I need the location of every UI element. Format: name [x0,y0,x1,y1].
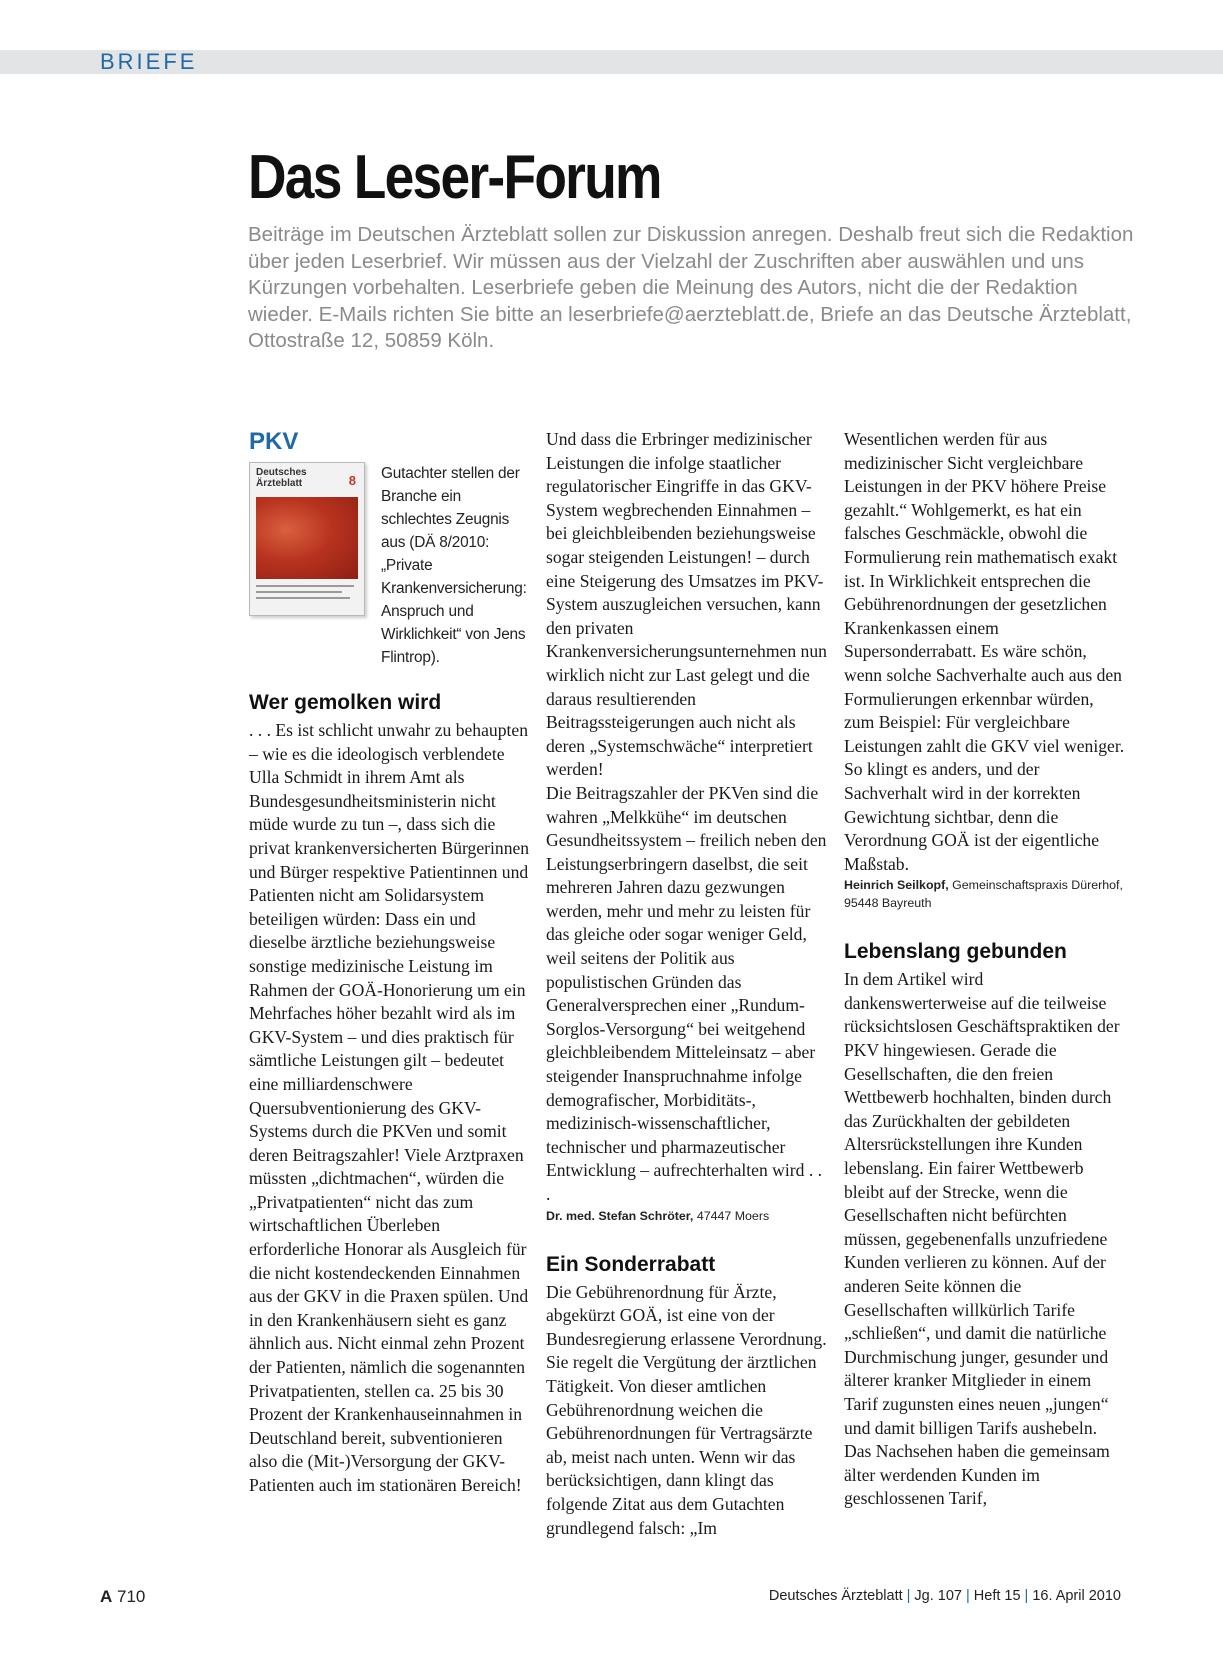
cover-artwork [256,497,358,579]
author-place: 47447 Moers [696,1208,770,1223]
magazine-cover-image [249,462,365,616]
letter-signature [546,1207,828,1225]
letter-signature [844,876,1126,912]
column-2 [546,428,828,1540]
section-label: BRIEFE [100,49,198,74]
author-place: Gemeinschaftspraxis Dürerhof, 95448 Bayreuth [844,878,1123,911]
journal-footer: Deutsches Ärzteblatt | Jg. 107 | Heft 15 | 16. April 2010 [768,1588,1121,1604]
page-prefix: A [100,1587,113,1606]
page-number [100,1587,145,1607]
journal-date: 16. April 2010 [1032,1588,1121,1604]
cover-issue-number: 8 [348,473,356,488]
letter-body: . . . Es ist schlicht unwahr zu behaupten – wie es die ideologisch verblendete Ulla Schmidt in ihrem Amt als Bundesgesundheitsministerin nicht müde wurde zu tun –, dass sich die privat krankenversicherten Bürgerinnen und Bürger respektive Patientinnen und Patienten nicht am Solidarsystem beteiligen würden: Dass ein und dieselbe ärztliche beziehungsweise sonstige medizinische Leistung im Rahmen der GOÄ-Honorierung um ein Mehrfaches höher bezahlt wird als im GKV-System – und dies praktisch für sämtliche Leistungen gilt – bedeutet eine milliardenschwere Quersubventionierung des GKV-Systems durch die PKVen und somit deren Beitragszahler! Viele Arztpraxen müssten „dichtmachen“, würden die „Privatpatienten“ nicht das zum wirtschaftlichen Überleben erforderliche Honorar als Ausgleich für die nicht kostendeckenden Einnahmen aus der GKV in die Praxen spülen. Und in den Krankenhäusern sieht es ganz ähnlich aus. Nicht einmal zehn Prozent der Patienten, nämlich die sogenannten Privatpatienten, stellen ca. 25 bis 30 Prozent der Krankenhauseinnahmen in Deutschland bereit, subventionieren also die (Mit-)Versorgung der GKV-Patienten auch im stationären Bereich! [249,720,530,1495]
letter-body-continued: Und dass die Erbringer medizinischer Leistungen die infolge staatlicher regulatorischer Eingriffe in das GKV-System wegbrechenden Einnahmen – bei gleichbleibenden beziehungsweise sogar steigenden Leistungen! – durch eine Steigerung des Umsatzes im PKV-System auszugleichen versuchen, kann den privaten Krankenversicherungsunternehmen nun wirklich nicht zur Last gelegt und die daraus resultierenden Beitragssteigerungen auch nicht als deren „Systemschwäche“ interpretiert werden! [546,429,827,780]
letter-heading: Ein Sonderrabatt [546,1252,716,1276]
journal-issue: Heft 15 [973,1588,1021,1604]
cover-block [249,462,531,669]
cover-text-line [256,597,350,599]
letter-heading: Wer gemolken wird [249,691,442,714]
cover-caption: Gutachter stellen der Branche ein schlechtes Zeugnis aus (DÄ 8/2010: „Private Krankenversicherung: Anspruch und Wirklichkeit“ von Jens Flintrop). [381,465,527,666]
author-name: Dr. med. Stefan Schröter, [546,1208,694,1223]
letter-body-continued: Wesentlichen werden für aus medizinischer Sicht vergleichbare Leistungen in der PKV höhere Preise gezahlt.“ Wohlgemerkt, es hat ein falsches Geschmäckle, obwohl die Formulierung rein mathematisch exakt ist. In Wirklichkeit entsprechen die Gebührenordnungen der gesetzlichen Krankenkassen einem Supersonderrabatt. Es wäre schön, wenn solche Sachverhalte auch aus den Formulierungen erkennbar würden, zum Beispiel: Für vergleichbare Leistungen zahlt die GKV viel weniger. So klingt es anders, und der Sachverhalt wird in der korrekten Gewichtung sichtbar, denn die Verordnung GOÄ ist der eigentliche Maßstab. [844,429,1125,874]
page-title: Das Leser-Forum [248,143,661,212]
author-name: Heinrich Seilkopf, [844,878,949,893]
letter-body-paragraph: Die Beitragszahler der PKVen sind die wahren „Melkkühe“ im deutschen Gesundheitssystem – freilich neben den Leistungserbringern daselbst, die seit mehreren Jahren dazu gezwungen werden, mehr und mehr zu leisten für das gleiche oder sogar weniger Geld, weil seitens der Politik aus populistischen Gründen das Generalversprechen einer „Rundum-Sorglos-Versorgung“ bei weitgehend gleichbleibendem Mitteleinsatz – aber steigender Inanspruchnahme infolge demografischer, Morbiditäts-, medizinisch-wissenschaftlicher, technischer und pharmazeutischer Entwicklung – aufrechterhalten wird . . . [546,782,827,1204]
cover-masthead: Deutsches Ärzteblatt [256,467,307,489]
letter-body: In dem Artikel wird dankenswerterweise auf die teilweise rücksichtslosen Geschäftspraktiken der PKV hingewiesen. Gerade die Gesellschaften, die den freien Wettbewerb hochhalten, binden durch das Zurückhalten der gebildeten Altersrückstellungen ihre Kunden lebenslang. Ein fairer Wettbewerb bleibt auf der Strecke, wenn die Gesellschaften nicht befürchten müssen, gegebenenfalls unzufriedene Kunden verlieren zu können. Auf der anderen Seite können die Gesellschaften willkürlich Tarife „schließen“, und damit die natürliche Durchmischung junger, gesunder und älterer kranker Mitglieder in einem Tarif zugunsten eines neuen „jungen“ und damit billigen Tarifs aushebeln. Das Nachsehen haben die gemeinsam älter werdenden Kunden im geschlossenen Tarif, [844,969,1120,1509]
letter-heading: Lebenslang gebunden [844,940,1067,964]
journal-name: Deutsches Ärzteblatt [768,1588,903,1604]
cover-text-line [256,591,342,593]
topic-label: PKV [249,428,299,455]
column-1 [249,428,531,1498]
page-number-value: 710 [117,1587,146,1606]
intro-text: Beiträge im Deutschen Ärzteblatt sollen zur Diskussion anregen. Deshalb freut sich die Redaktion über jeden Leserbrief. Wir müssen aus der Vielzahl der Zuschriften aber auswählen und uns Kürzungen vorbehalten. Leserbriefe geben die Meinung des Autors, nicht die der Redaktion wieder. E-Mails richten Sie bitte an leserbriefe@aerzteblatt.de, Briefe an das Deutsche Ärzteblatt, Ottostraße 12, 50859 Köln. [248,223,1134,353]
letter-body: Die Gebührenordnung für Ärzte, abgekürzt GOÄ, ist eine von der Bundesregierung erlassene Verordnung. Sie regelt die Vergütung der ärztlichen Tätigkeit. Von dieser amtlichen Gebührenordnung weichen die Gebührenordnungen für Vertragsärzte ab, meist nach unten. Wenn wir das berücksichtigen, dann klingt das folgende Zitat aus dem Gutachten grundlegend falsch: „Im [546,1281,827,1538]
cover-text-line [256,585,354,587]
column-3 [844,428,1126,1511]
journal-volume: Jg. 107 [914,1588,962,1604]
